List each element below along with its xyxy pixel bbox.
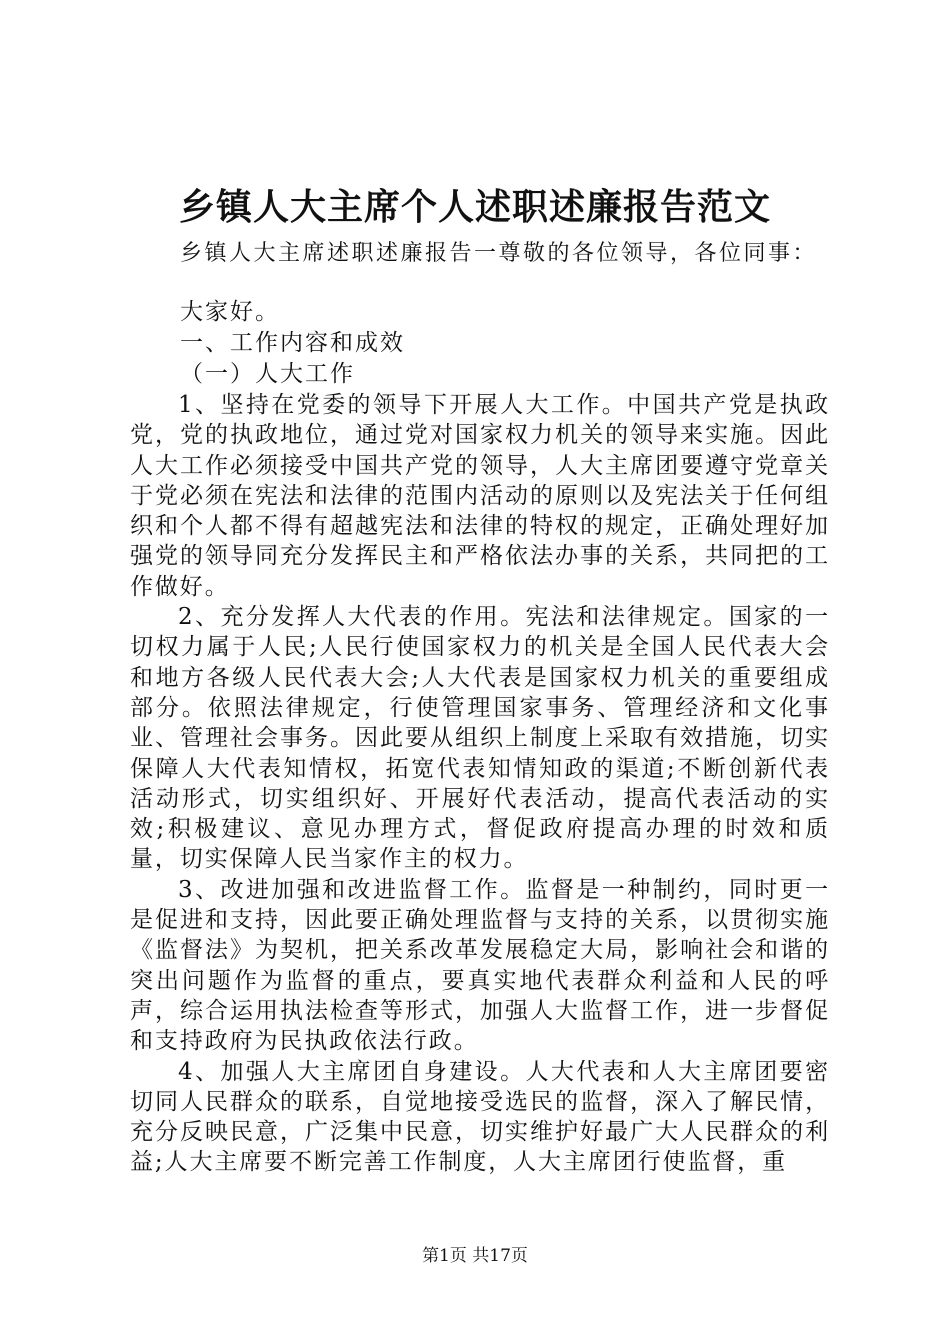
intro-line: 乡镇人大主席述职述廉报告一尊敬的各位领导，各位同事：: [180, 241, 818, 266]
greeting: 大家好。: [180, 299, 280, 325]
section-heading: 一、工作内容和成效: [180, 330, 405, 356]
paragraph-3: 3、改进加强和改进监督工作。监督是一种制约，同时更一是促进和支持，因此要正确处理监督与支持的关系，以贯彻实施《监督法》为契机，把关系改革发展稳定大局，影响社会和谐的突出问题作为监督的重点，要真实地代表群众利益和人民的呼声，综合运用执法检查等形式，加强人大监督工作，进一步督促和支持政府为民执政依法行政。: [130, 876, 830, 1055]
subsection-heading: （一）人大工作: [180, 361, 355, 387]
paragraph-2: 2、充分发挥人大代表的作用。宪法和法律规定。国家的一切权力属于人民;人民行使国家权力的机关是全国人民代表大会和地方各级人民代表大会;人大代表是国家权力机关的重要组成部分。依照法律规定，行使管理国家事务、管理经济和文化事业、管理社会事务。因此要从组织上制度上采取有效措施，切实保障人大代表知情权，拓宽代表知情知政的渠道;不断创新代表活动形式，切实组织好、开展好代表活动，提高代表活动的实效;积极建议、意见办理方式，督促政府提高办理的时效和质量，切实保障人民当家作主的权力。: [130, 604, 830, 873]
paragraph-1: 1、坚持在党委的领导下开展人大工作。中国共产党是执政党，党的执政地位，通过党对国家权力机关的领导来实施。因此人大工作必须接受中国共产党的领导，人大主席团要遵守党章关于党必须在宪法和法律的范围内活动的原则以及宪法关于任何组织和个人都不得有超越宪法和法律的特权的规定，正确处理好加强党的领导同充分发挥民主和严格依法办事的关系，共同把的工作做好。: [130, 392, 830, 600]
paragraph-4: 4、加强人大主席团自身建设。人大代表和人大主席团要密切同人民群众的联系，自觉地接受选民的监督，深入了解民情，充分反映民意，广泛集中民意，切实维护好最广大人民群众的利益;人大主席要不断完善工作制度，人大主席团行使监督，重: [130, 1058, 830, 1176]
page-footer: 第1页 共17页: [422, 1246, 528, 1266]
document-title: 乡镇人大主席个人述职述廉报告范文: [178, 186, 771, 228]
document-body: [130, 390, 830, 1178]
